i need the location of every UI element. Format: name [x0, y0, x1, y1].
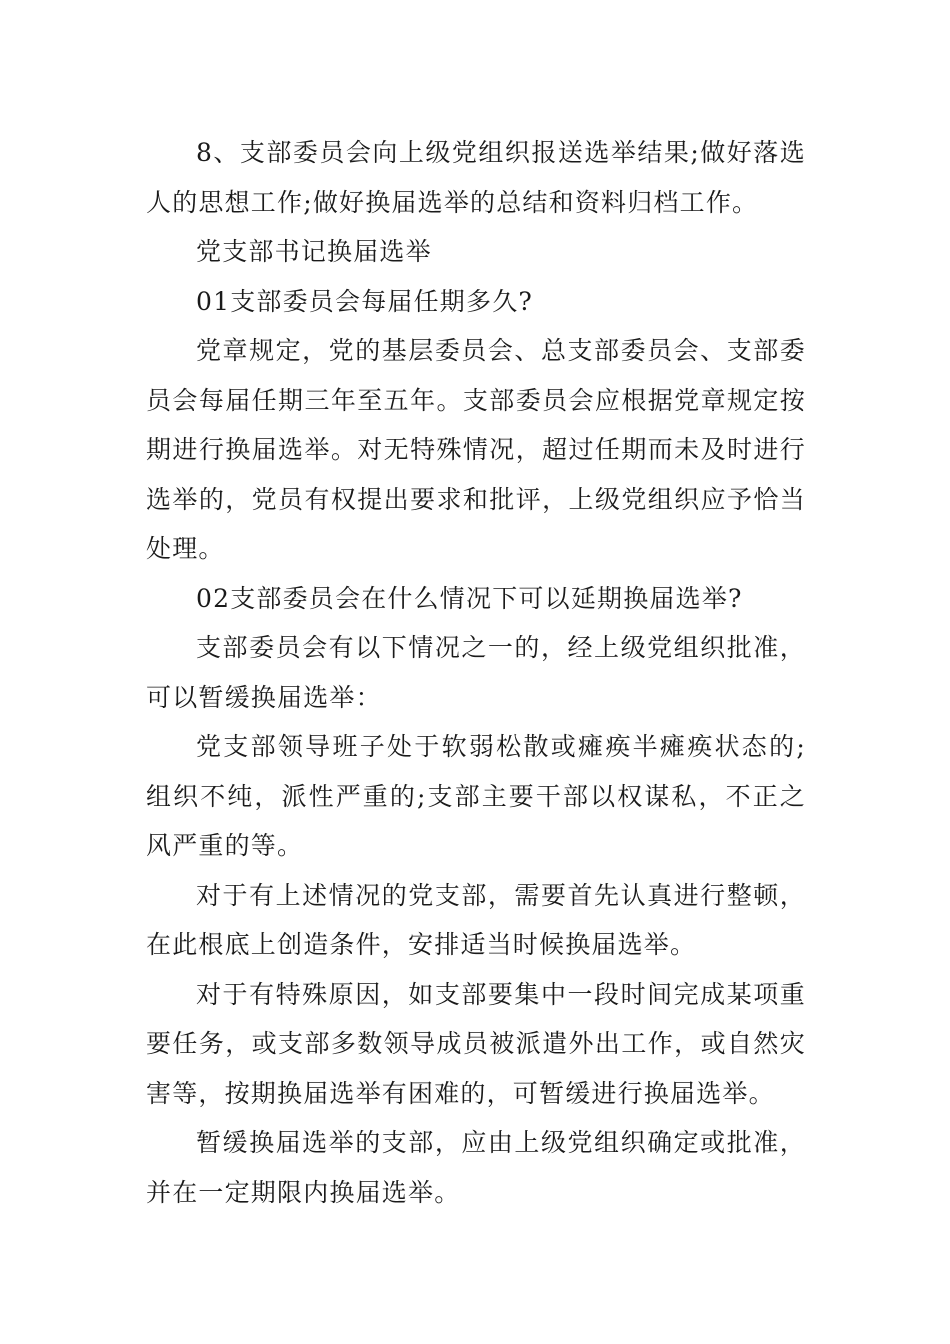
answer-02-conditions: 党支部领导班子处于软弱松散或瘫痪半瘫痪状态的;组织不纯，派性严重的;支部主要干部以权谋私，不正之风严重的等。: [146, 732, 806, 860]
document-body: [146, 128, 806, 1217]
answer-02-rectification: 对于有上述情况的党支部，需要首先认真进行整顿，在此根底上创造条件，安排适当时候换届选举。: [146, 880, 806, 959]
answer-01: 党章规定，党的基层委员会、总支部委员会、支部委员会每届任期三年至五年。支部委员会应根据党章规定按期进行换届选举。对无特殊情况，超过任期而未及时进行选举的，党员有权提出要求和批评，上级党组织应予恰当处理。: [146, 336, 806, 563]
question-01: 01支部委员会每届任期多久?: [196, 286, 534, 316]
section-heading: 党支部书记换届选举: [196, 237, 432, 266]
paragraph-election-results: 8、支部委员会向上级党组织报送选举结果;做好落选人的思想工作;做好换届选举的总结和资料归档工作。: [146, 138, 806, 217]
answer-02-special-reasons: 对于有特殊原因，如支部要集中一段时间完成某项重要任务，或支部多数领导成员被派遣外出工作，或自然灾害等，按期换届选举有困难的，可暂缓进行换届选举。: [146, 979, 806, 1108]
answer-02-intro: 支部委员会有以下情况之一的，经上级党组织批准，可以暂缓换届选举：: [146, 633, 806, 712]
answer-02-approval: 暂缓换届选举的支部，应由上级党组织确定或批准，并在一定期限内换届选举。: [146, 1128, 806, 1207]
question-02: 02支部委员会在什么情况下可以延期换届选举?: [196, 583, 743, 613]
